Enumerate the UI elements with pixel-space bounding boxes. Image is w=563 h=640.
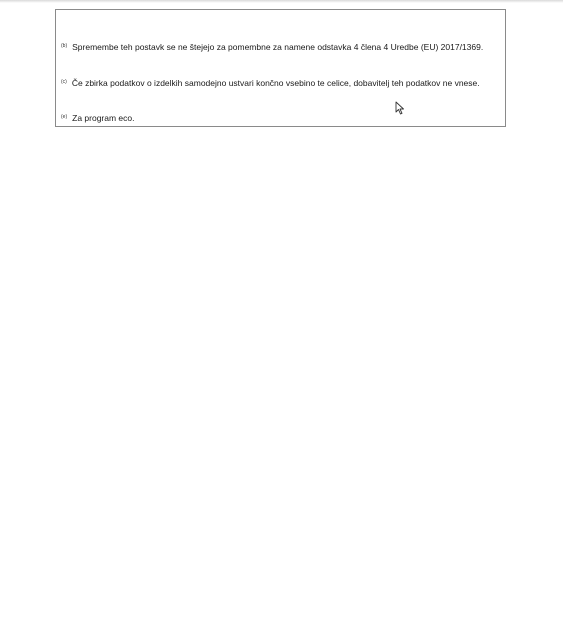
- footnote-c: [61, 77, 496, 88]
- mouse-pointer-icon: [395, 101, 405, 115]
- footnote-marker: (e): [61, 114, 68, 120]
- footnote-e: [61, 112, 496, 123]
- footnote-text: Za program eco.: [72, 113, 135, 123]
- footnote-text: Spremembe teh postavk se ne štejejo za pomembne za namene odstavka 4 člena 4 Uredbe (EU) 2017/1369.: [72, 42, 484, 52]
- footnote-text: Če zbirka podatkov o izdelkih samodejno ustvari končno vsebino te celice, dobavitelj teh podatkov ne vnese.: [71, 78, 480, 88]
- toolbar-shadow: [0, 0, 563, 3]
- footnote-b: [61, 41, 496, 52]
- footnote-marker: (c): [61, 79, 67, 85]
- footnotes-table-cell: [55, 9, 506, 127]
- footnote-marker: (b): [61, 43, 68, 49]
